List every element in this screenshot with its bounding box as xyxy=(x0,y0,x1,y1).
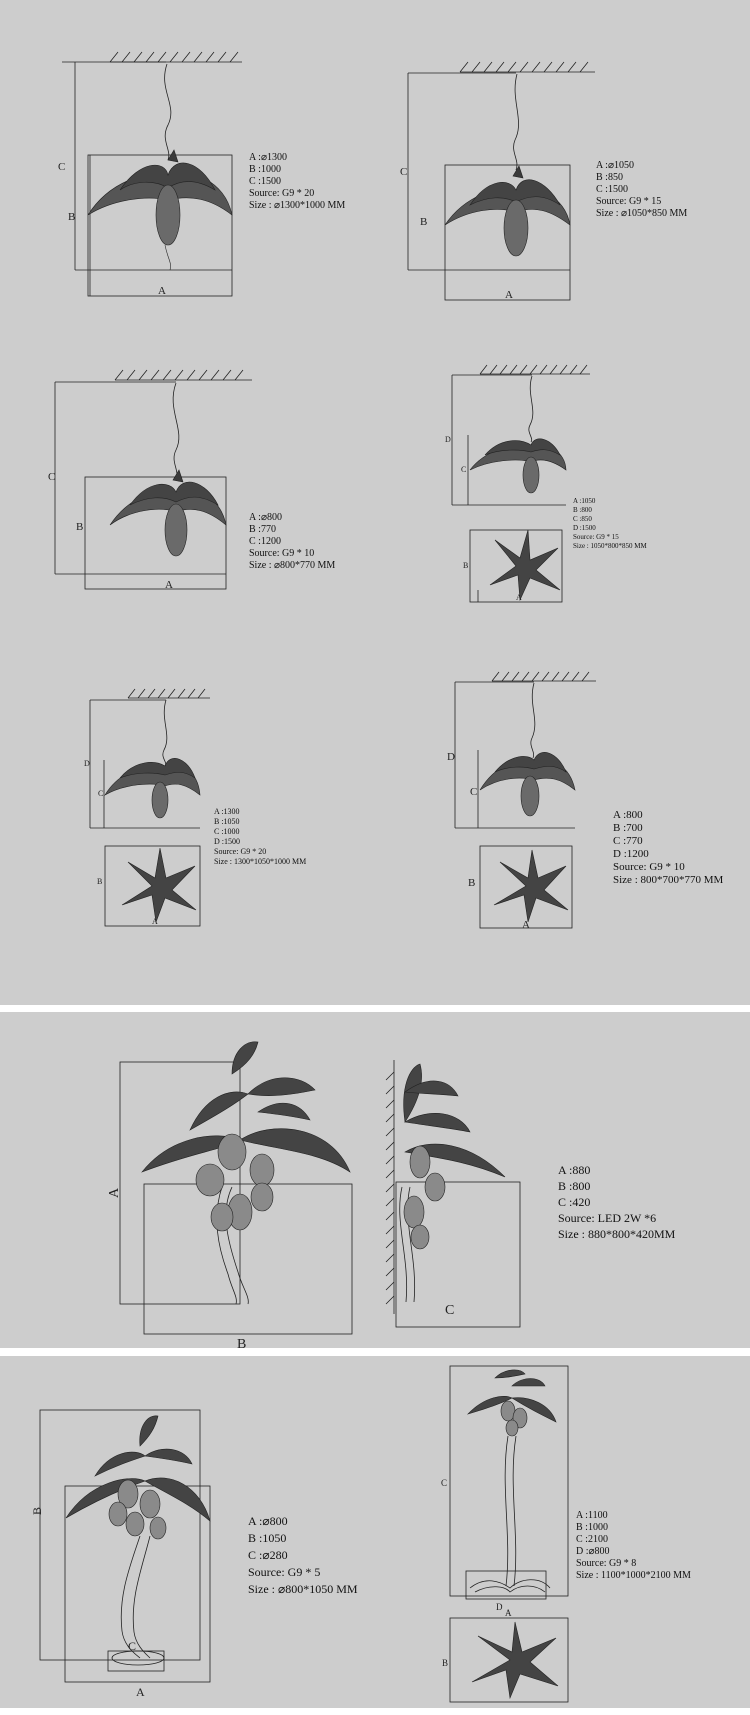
wall-hatching xyxy=(386,1072,394,1304)
pendant-2-cord xyxy=(514,74,519,170)
spec-line: A :⌀800 xyxy=(248,1514,288,1528)
wall-dim-a: A xyxy=(107,1187,122,1198)
pendant-6-dim-b: B xyxy=(468,877,476,889)
pendant-6-dim-a: A xyxy=(522,919,530,931)
spec-line: Source: G9 * 20 xyxy=(249,188,315,199)
floor-2-dim-c: C xyxy=(441,1478,448,1488)
spec-line: B :800 xyxy=(573,506,592,514)
pendant-2-chandelier xyxy=(445,166,570,256)
spec-line: Source: G9 * 20 xyxy=(214,847,267,856)
spec-line: Size : 800*700*770 MM xyxy=(613,874,724,886)
spec-line: B :700 xyxy=(613,822,643,834)
spec-line: A :1050 xyxy=(573,497,596,505)
spec-line: D :1200 xyxy=(613,848,649,860)
wall-lamp-specs xyxy=(558,1162,675,1242)
spec-line: B :770 xyxy=(249,524,276,535)
spec-line: Size : ⌀1300*1000 MM xyxy=(249,200,346,211)
floor-1-leaves xyxy=(66,1416,210,1521)
spec-line: C :420 xyxy=(558,1195,591,1209)
spec-line: C :850 xyxy=(573,515,592,523)
floor-2-dim-a: A xyxy=(505,1608,512,1618)
pendant-2-dim-a: A xyxy=(505,289,513,301)
pendant-3-specs xyxy=(249,512,335,572)
spec-line: Source: G9 * 15 xyxy=(596,196,662,207)
pendant-4-dim-b: B xyxy=(463,561,469,570)
spec-line: Size : 1300*1050*1000 MM xyxy=(214,857,307,866)
spec-line: Source: G9 * 5 xyxy=(248,1565,321,1579)
pendant-1-dim-c: C xyxy=(58,161,66,173)
pendant-4-chandelier xyxy=(470,439,566,493)
pendant-4-specs xyxy=(573,497,647,551)
spec-line: B :850 xyxy=(596,172,623,183)
pendant-6-chandelier xyxy=(480,752,575,816)
spec-line: B :800 xyxy=(558,1179,591,1193)
floor-2-roots xyxy=(470,1580,550,1592)
floor-1-dim-b: B xyxy=(30,1506,44,1515)
spec-line: C :770 xyxy=(613,835,643,847)
spec-line: B :1050 xyxy=(214,817,240,826)
floor-1-b-box xyxy=(40,1410,200,1660)
pendant-4-dim-a: A xyxy=(516,593,522,602)
floor-2-shades xyxy=(501,1401,527,1436)
pendant-1-chandelier xyxy=(88,150,232,270)
spec-line: Source: G9 * 15 xyxy=(573,533,619,541)
pendant-4-ceiling xyxy=(480,365,590,374)
spec-line: Size : 880*800*420MM xyxy=(558,1227,676,1241)
wall-lamp-side-shades xyxy=(404,1146,445,1249)
pendant-4-dim-c: C xyxy=(461,465,467,474)
spec-line: B :1000 xyxy=(576,1522,608,1533)
spec-line: Size : 1050*800*850 MM xyxy=(573,542,647,550)
pendant-2-ceiling xyxy=(460,62,595,72)
spec-line: A :800 xyxy=(613,809,643,821)
pendant-1-specs xyxy=(249,152,345,212)
pendant-3-dim-c: C xyxy=(48,471,56,483)
spec-line: C :1500 xyxy=(249,176,281,187)
floor-1-base xyxy=(112,1651,164,1665)
pendant-6-dimension-lines xyxy=(455,682,575,928)
floor-2-dim-d: D xyxy=(496,1602,503,1612)
pendant-4-dimension-lines xyxy=(452,375,566,602)
pendant-2-specs xyxy=(596,160,687,220)
pendant-5-dim-c: C xyxy=(98,789,104,798)
pendant-6-dim-c: C xyxy=(470,786,478,798)
spec-line: C :1200 xyxy=(249,536,281,547)
pendant-5-dim-b: B xyxy=(97,877,103,886)
pendant-1-dim-b: B xyxy=(68,211,76,223)
spec-line: Source: G9 * 10 xyxy=(613,861,685,873)
spec-line: B :1000 xyxy=(249,164,281,175)
wall-dim-c: C xyxy=(445,1303,455,1318)
spec-line: C :1000 xyxy=(214,827,240,836)
pendant-3-ceiling xyxy=(115,370,252,380)
pendant-6-specs xyxy=(613,809,723,887)
floor-1-dim-a: A xyxy=(136,1685,145,1699)
floor-2-c-box xyxy=(450,1366,568,1596)
pendant-6-dim-d: D xyxy=(447,751,455,763)
spec-line: A :1100 xyxy=(576,1510,608,1521)
floor-1-specs xyxy=(248,1513,358,1598)
pendant-6-ceiling xyxy=(492,672,596,681)
spec-line: A :⌀1050 xyxy=(596,160,634,171)
floor-2-specs xyxy=(576,1510,691,1582)
wall-dim-b: B xyxy=(237,1337,247,1348)
spec-line: C :⌀280 xyxy=(248,1548,288,1562)
spec-line: A :1300 xyxy=(214,807,240,816)
pendant-5-specs xyxy=(214,807,306,867)
wall-lamp-panel xyxy=(0,1012,750,1348)
spec-line: A :⌀1300 xyxy=(249,152,287,163)
pendant-3-dim-a: A xyxy=(165,579,173,591)
floor-lamp-panel xyxy=(0,1356,750,1708)
pendant-3-cord xyxy=(173,383,179,480)
floor-1-dim-c: C xyxy=(128,1639,137,1653)
pendant-5-dim-d: D xyxy=(84,759,90,768)
spec-line: A :880 xyxy=(558,1163,591,1177)
pendant-3-chandelier xyxy=(110,470,226,556)
pendant-5-top-view xyxy=(122,848,196,922)
pendant-4-dim-d: D xyxy=(445,435,451,444)
spec-line: D :⌀800 xyxy=(576,1546,610,1557)
pendant-3-dim-b: B xyxy=(76,521,84,533)
pendant-4-top-view xyxy=(490,530,560,600)
spec-line: D :1500 xyxy=(214,837,240,846)
spec-line: C :1500 xyxy=(596,184,628,195)
spec-line: Source: LED 2W *6 xyxy=(558,1211,657,1225)
floor-2-trunk xyxy=(505,1436,516,1586)
pendant-5-dim-a: A xyxy=(152,917,158,926)
pendant-5-ceiling xyxy=(128,689,210,698)
floor-2-dim-b: B xyxy=(442,1658,449,1668)
pendant-5-cord xyxy=(163,700,167,766)
pendant-1-ceiling xyxy=(110,52,242,62)
pendant-2-dim-c: C xyxy=(400,166,408,178)
pendant-1-dim-a: A xyxy=(158,285,166,297)
pendant-1-cord xyxy=(165,64,171,160)
pendant-2-dim-b: B xyxy=(420,216,428,228)
spec-line: Source: G9 * 8 xyxy=(576,1558,637,1569)
spec-line: C :2100 xyxy=(576,1534,608,1545)
spec-line: Source: G9 * 10 xyxy=(249,548,315,559)
spec-line: Size : ⌀1050*850 MM xyxy=(596,208,688,219)
spec-line: D :1500 xyxy=(573,524,596,532)
spec-line: Size : ⌀800*1050 MM xyxy=(248,1582,358,1596)
pendant-4-cord xyxy=(529,376,533,442)
pendant-6-top-view xyxy=(494,850,568,922)
pendant-6-cord xyxy=(531,683,535,758)
pendant-5-chandelier xyxy=(105,758,200,818)
spec-line: Size : 1100*1000*2100 MM xyxy=(576,1570,691,1581)
floor-2-top-view xyxy=(472,1622,558,1698)
spec-line: B :1050 xyxy=(248,1531,287,1545)
spec-line: Size : ⌀800*770 MM xyxy=(249,560,336,571)
spec-line: A :⌀800 xyxy=(249,512,282,523)
